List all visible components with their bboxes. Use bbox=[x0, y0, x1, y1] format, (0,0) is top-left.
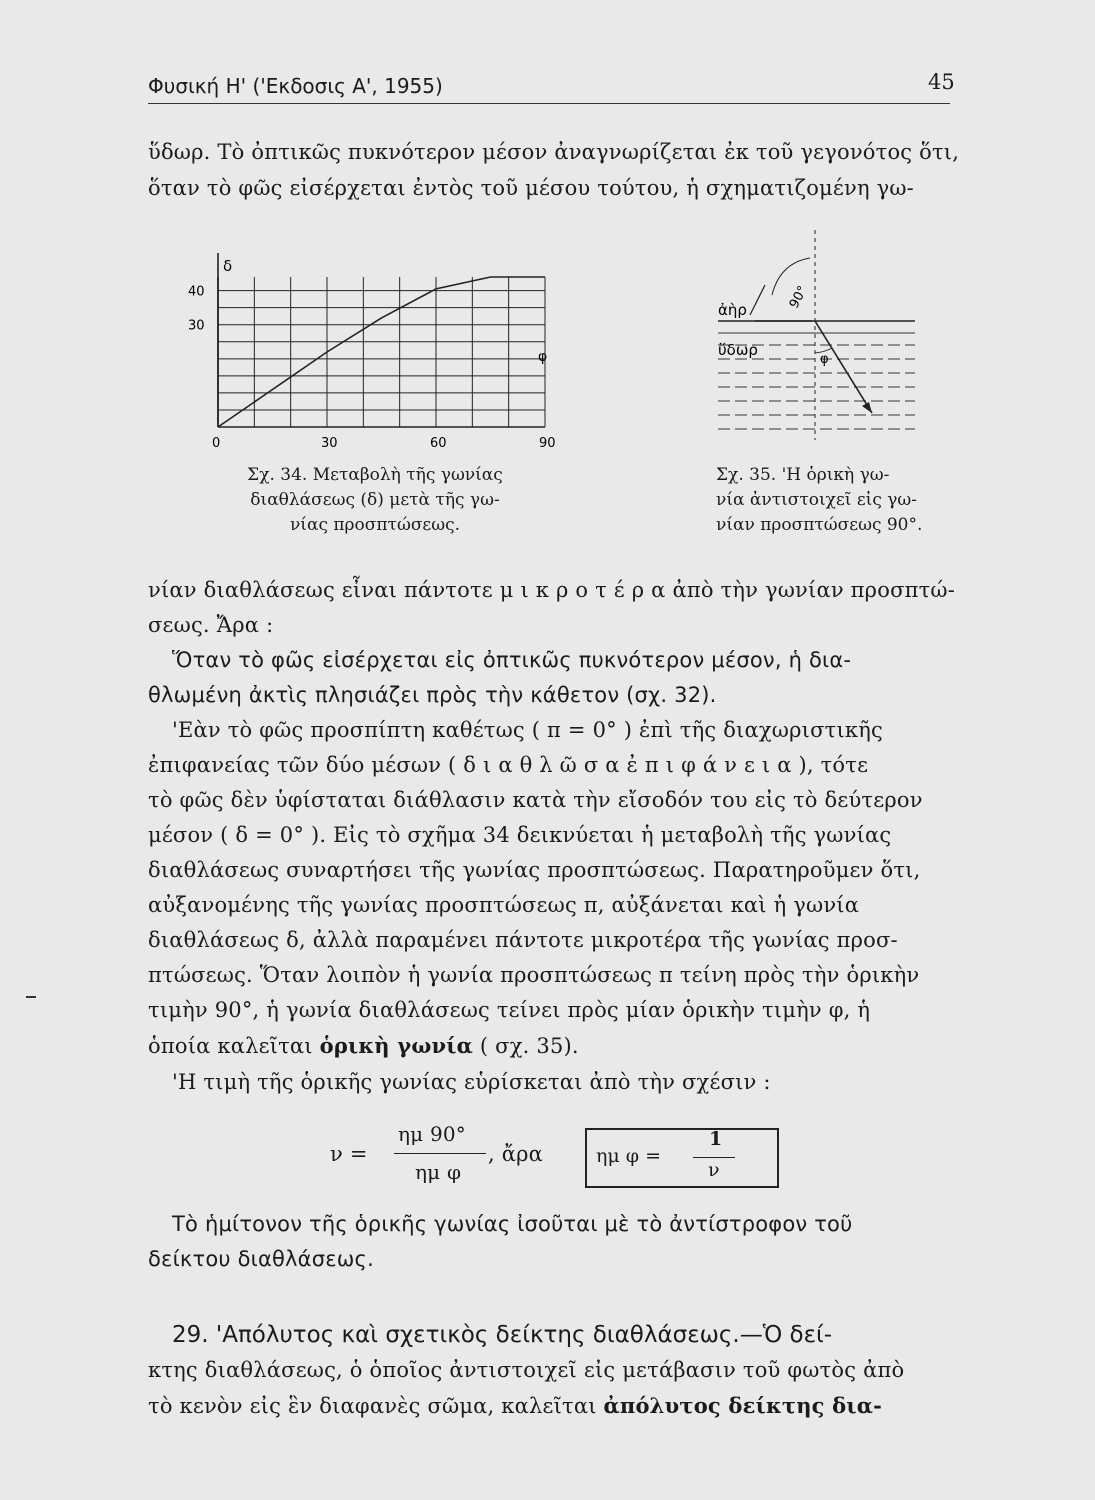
chart-series-line bbox=[218, 277, 548, 427]
text-line: μέσον ( δ = 0° ). Εἰς τὸ σχῆμα 34 δεικνύεται ἡ μεταβολὴ τῆς γωνίας bbox=[148, 823, 892, 847]
y-tick-label: 40 bbox=[188, 284, 205, 300]
text-line: τιμὴν 90°, ἡ γωνία διαθλάσεως τείνει πρὸς μίαν ὁρικὴν τιμὴν φ, ἡ bbox=[148, 998, 871, 1022]
figure35-caption-line: νία ἀντιστοιχεῖ εἰς γω- bbox=[716, 490, 918, 510]
page-number: 45 bbox=[928, 70, 955, 94]
figure34-caption-line: νίας προσπτώσεως. bbox=[289, 515, 461, 535]
boxed-formula-fraction-bar bbox=[693, 1157, 735, 1158]
formula-denominator: ημ φ bbox=[415, 1160, 462, 1184]
x-tick-label: 0 bbox=[212, 436, 221, 451]
x-tick-label: 30 bbox=[321, 436, 338, 451]
section-heading-tail: —Ὁ δεί- bbox=[739, 1322, 833, 1348]
running-header: Φυσική Η' ('Εκδοσις Α', 1955) bbox=[148, 74, 443, 98]
figure35-caption-line: νίαν προσπτώσεως 90°. bbox=[716, 515, 923, 535]
chart-end-label: φ bbox=[538, 349, 548, 365]
text-line: θλωμένη ἀκτὶς πλησιάζει πρὸς τὴν κάθετον (σχ. 32). bbox=[148, 683, 717, 707]
boxed-formula bbox=[585, 1128, 779, 1188]
refraction-angle-chart bbox=[180, 245, 570, 460]
text-line: 'Εὰν τὸ φῶς προσπίπτη καθέτως ( π = 0° ) ἐπὶ τῆς διαχωριστικῆς bbox=[172, 718, 883, 742]
text-line bbox=[148, 1393, 882, 1418]
section-title: 29. 'Απόλυτος καὶ σχετικὸς δείκτης διαθλάσεως. bbox=[172, 1322, 740, 1348]
figure35-caption-line: Σχ. 35. 'Η ὁρικὴ γω- bbox=[716, 465, 890, 485]
text-line: σεως. Ἄρα : bbox=[148, 613, 274, 637]
text-line: διαθλάσεως δ, ἀλλὰ παραμένει πάντοτε μικροτέρα τῆς γωνίας προσ- bbox=[148, 928, 898, 952]
label-angle-90: 90° bbox=[786, 283, 811, 311]
chart-tick-labels bbox=[188, 285, 556, 451]
critical-angle-diagram bbox=[710, 225, 930, 450]
label-water: ὕδωρ bbox=[718, 341, 758, 359]
text-line bbox=[148, 1033, 579, 1058]
text-line: αὐξανομένης τῆς γωνίας προσπτώσεως π, αὐξάνεται καὶ ἡ γωνία bbox=[148, 893, 860, 917]
text-line: πτώσεως. Ὅταν λοιπὸν ἡ γωνία προσπτώσεως π τείνη πρὸς τὴν ὁρικὴν bbox=[148, 963, 920, 987]
bold-term: ὁρικὴ γωνία bbox=[319, 1033, 474, 1058]
bold-term: ἀπόλυτος δείκτης δια- bbox=[603, 1393, 883, 1418]
header-rule bbox=[148, 103, 950, 104]
boxed-formula-numerator: 1 bbox=[709, 1128, 723, 1150]
refracted-ray bbox=[815, 321, 872, 413]
text-line: ὕδωρ. Τὸ ὀπτικῶς πυκνότερον μέσον ἀναγνωρίζεται ἐκ τοῦ γεγονότος ὅτι, bbox=[148, 140, 960, 164]
grazing-arc bbox=[750, 285, 765, 315]
text-segment: ὁποία καλεῖται bbox=[148, 1034, 320, 1058]
y-tick-label: 30 bbox=[188, 318, 205, 334]
text-line: κτης διαθλάσεως, ὁ ὁποῖος ἀντιστοιχεῖ εἰς μετάβασιν τοῦ φωτὸς ἀπὸ bbox=[148, 1358, 905, 1382]
text-segment: ( σχ. 35). bbox=[473, 1034, 579, 1058]
text-line: ἐπιφανείας τῶν δύο μέσων ( δ ι α θ λ ῶ σ α ἐ π ι φ ά ν ε ι α ), τότε bbox=[148, 753, 869, 777]
text-line: τὸ φῶς δὲν ὑφίσταται διάθλασιν κατὰ τὴν εἴσοδόν του εἰς τὸ δεύτερον bbox=[148, 788, 923, 812]
text-segment: τὸ κενὸν εἰς ἓν διαφανὲς σῶμα, καλεῖται bbox=[148, 1394, 604, 1418]
label-phi: φ bbox=[820, 352, 829, 367]
text-line: νίαν διαθλάσεως εἶναι πάντοτε μ ι κ ρ ο τ έ ρ α ἀπὸ τὴν γωνίαν προσπτώ- bbox=[148, 578, 956, 602]
formula-lhs: ν = bbox=[330, 1142, 368, 1166]
x-tick-label: 90 bbox=[539, 436, 556, 451]
margin-mark bbox=[26, 996, 36, 998]
figure34-caption-line: Σχ. 34. Μεταβολὴ τῆς γωνίας bbox=[247, 465, 503, 485]
chart-y-axis-label: δ bbox=[223, 257, 233, 275]
section-heading bbox=[172, 1322, 832, 1348]
chart-grid bbox=[218, 253, 548, 427]
x-tick-label: 60 bbox=[430, 436, 447, 451]
ray-arrowhead bbox=[862, 402, 872, 413]
formula-fraction-bar bbox=[394, 1153, 486, 1154]
text-line: Τὸ ἡμίτονον τῆς ὁρικῆς γωνίας ἰσοῦται μὲ τὸ ἀντίστροφον τοῦ bbox=[172, 1212, 853, 1236]
boxed-formula-denominator: ν bbox=[708, 1159, 720, 1181]
boxed-formula-lhs: ημ φ = bbox=[596, 1145, 662, 1167]
text-line: ὅταν τὸ φῶς εἰσέρχεται ἐντὸς τοῦ μέσου τούτου, ἡ σχηματιζομένη γω- bbox=[148, 176, 914, 200]
formula-numerator: ημ 90° bbox=[398, 1122, 466, 1146]
formula-connector: , ἄρα bbox=[488, 1142, 544, 1166]
text-line: Ὅταν τὸ φῶς εἰσέρχεται εἰς ὀπτικῶς πυκνότερον μέσον, ἡ δια- bbox=[172, 648, 852, 672]
text-line: διαθλάσεως συναρτήσει τῆς γωνίας προσπτώσεως. Παρατηροῦμεν ὅτι, bbox=[148, 858, 921, 882]
label-air: ἀὴρ bbox=[718, 301, 747, 319]
text-line: δείκτου διαθλάσεως. bbox=[148, 1247, 374, 1271]
figure34-caption-line: διαθλάσεως (δ) μετὰ τῆς γω- bbox=[250, 490, 500, 510]
text-line: 'Η τιμὴ τῆς ὁρικῆς γωνίας εὑρίσκεται ἀπὸ τὴν σχέσιν : bbox=[172, 1070, 771, 1094]
